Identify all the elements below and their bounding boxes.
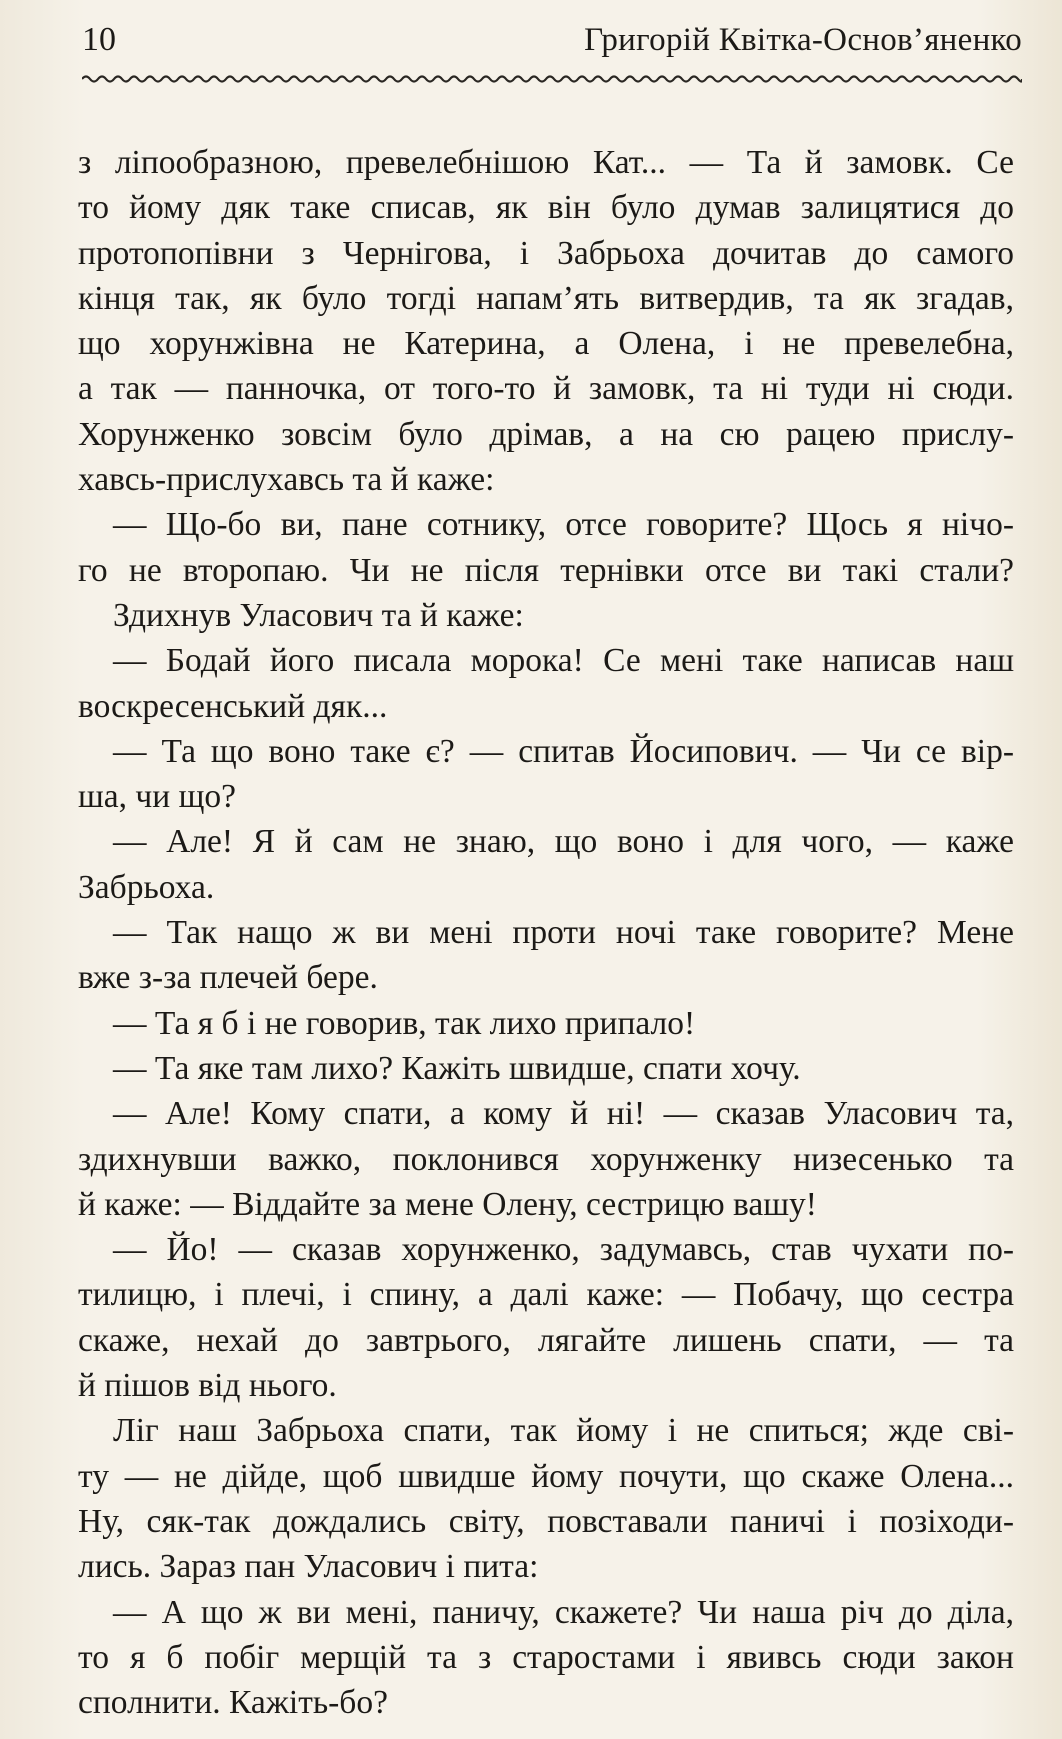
text-line: то йому дяк таке списав, як він було думав залицятися до bbox=[78, 189, 1014, 227]
text-line: й каже: — Віддайте за мене Олену, сестрицю вашу! bbox=[78, 1185, 817, 1223]
text-line: тилицю, і плечі, і спину, а далі каже: — Побачу, що сестра bbox=[78, 1276, 1014, 1314]
text-line: — Але! Я й сам не знаю, що воно і для чого, — каже bbox=[113, 823, 1014, 861]
text-line: го не второпаю. Чи не після тернівки отсе ви такі стали? bbox=[78, 551, 1014, 589]
text-line: Хорунженко зовсім було дрімав, а на сю рацею прислу- bbox=[78, 415, 1014, 453]
text-line: сполнити. Кажіть-бо? bbox=[78, 1684, 388, 1722]
text-line: — Йо! — сказав хорунженко, задумавсь, став чухати по- bbox=[113, 1231, 1014, 1269]
text-line: хавсь-прислухавсь та й каже: bbox=[78, 461, 495, 499]
text-line: Забрьоха. bbox=[78, 868, 215, 906]
text-line: — Та я б і не говорив, так лихо припало! bbox=[113, 1004, 696, 1042]
text-line: здихнувши важко, поклонився хорунженку низесенько та bbox=[78, 1140, 1014, 1178]
text-line: Ну, сяк-так дождались світу, повставали паничі і позіходи- bbox=[78, 1502, 1014, 1540]
text-line: Здихнув Уласович та й каже: bbox=[113, 596, 524, 634]
text-line: то я б побіг мерщій та з старостами і явивсь сюди закон bbox=[78, 1638, 1014, 1676]
text-line: Ліг наш Забрьоха спати, так йому і не спиться; жде сві- bbox=[113, 1412, 1014, 1450]
text-line: з ліпообразною, превелебнішою Кат... — Та й замовк. Се bbox=[78, 144, 1014, 181]
text-line: ту — не дійде, щоб швидше йому почути, що скаже Олена... bbox=[78, 1457, 1014, 1495]
text-line: — Та яке там лихо? Кажіть швидше, спати хочу. bbox=[113, 1049, 801, 1087]
text-line: лись. Зараз пан Уласович і пита: bbox=[78, 1548, 539, 1586]
text-line: — Бодай його писала морока! Се мені таке написав наш bbox=[113, 642, 1014, 680]
text-line: — Що-бо ви, пане сотнику, отсе говорите? Щось я нічо- bbox=[113, 506, 1014, 544]
text-line: — А що ж ви мені, паничу, скажете? Чи наша річ до діла, bbox=[113, 1593, 1014, 1631]
text-line: — Та що воно таке є? — спитав Йосипович. — Чи се вір- bbox=[113, 732, 1014, 770]
page-number: 10 bbox=[82, 21, 116, 58]
text-line: протопопівни з Чернігова, і Забрьоха дочитав до самого bbox=[78, 234, 1014, 272]
wavy-divider bbox=[82, 68, 1022, 90]
running-head: Григорій Квітка-Основ’яненко bbox=[584, 22, 1022, 58]
text-line: кінця так, як було тогді напам’ять витвердив, та як згадав, bbox=[78, 279, 1014, 317]
text-line: — Але! Кому спати, а кому й ні! — сказав Уласович та, bbox=[113, 1095, 1014, 1133]
text-line: вже з-за плечей бере. bbox=[78, 959, 378, 997]
text-line: — Так нащо ж ви мені проти ночі таке говорите? Мене bbox=[113, 914, 1014, 952]
text-line: скаже, нехай до завтрього, лягайте лишень спати, — та bbox=[78, 1321, 1014, 1359]
page-header bbox=[82, 18, 1022, 68]
text-line: воскресенський дяк... bbox=[78, 687, 388, 725]
text-line: ша, чи що? bbox=[78, 778, 236, 816]
text-line: що хорунжівна не Катерина, а Олена, і не превелебна, bbox=[78, 325, 1014, 363]
body-text bbox=[78, 140, 1014, 1725]
text-line: й пішов від нього. bbox=[78, 1367, 337, 1405]
text-line: а так — панночка, от того-то й замовк, та ні туди ні сюди. bbox=[78, 370, 1014, 408]
